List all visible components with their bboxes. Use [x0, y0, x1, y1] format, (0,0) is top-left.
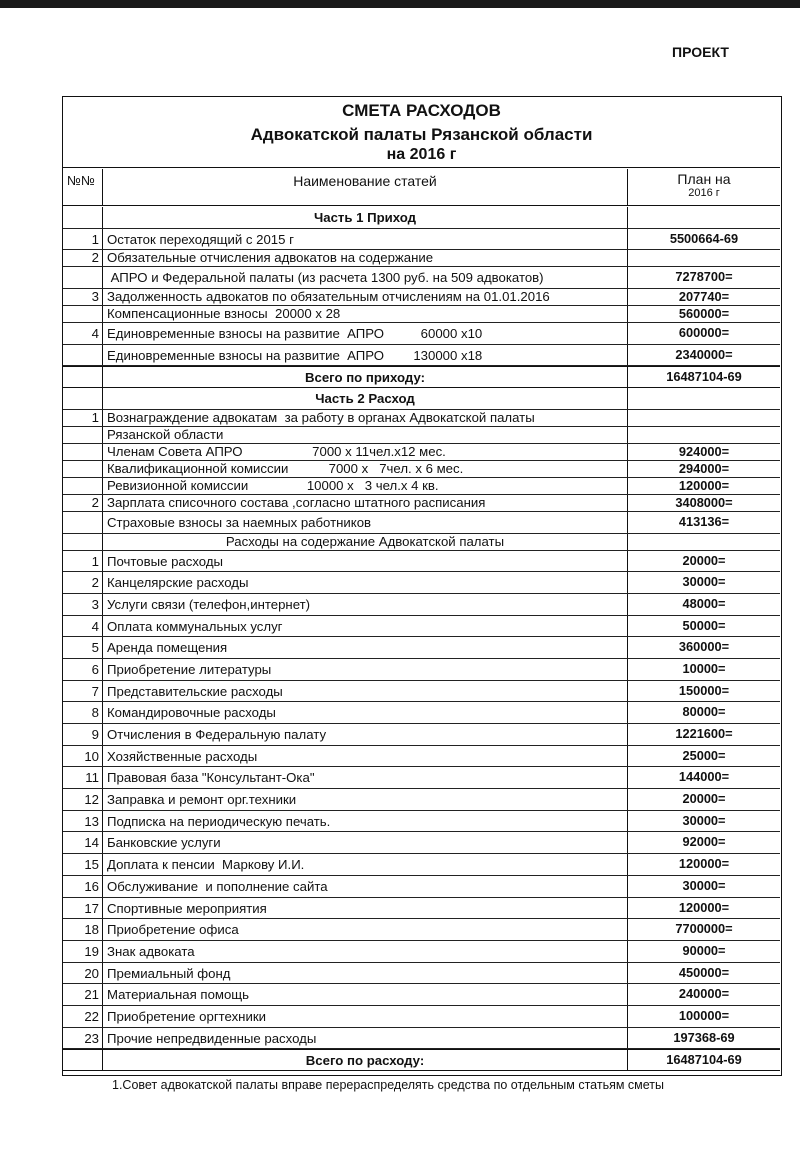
header-number: №№	[63, 169, 103, 205]
row-item-name: Отчисления в Федеральную палату	[103, 724, 628, 745]
row-plan-value: 413136=	[678, 513, 730, 529]
row-plan-value: 7700000=	[675, 921, 733, 937]
row-number	[63, 427, 103, 443]
table-row	[63, 746, 780, 768]
table-row	[63, 229, 780, 251]
table-row	[63, 444, 780, 461]
row-plan-value: 150000=	[678, 682, 730, 698]
row-number: 5	[63, 637, 103, 658]
table-row	[63, 512, 780, 534]
row-number: 20	[63, 963, 103, 984]
table-row	[63, 832, 780, 854]
row-item-name: Заправка и ремонт орг.техники	[103, 789, 628, 810]
row-plan-value: 924000=	[678, 443, 730, 459]
row-item-name: Услуги связи (телефон,интернет)	[103, 594, 628, 615]
table-row	[63, 495, 780, 512]
row-number: 22	[63, 1006, 103, 1027]
row-item-name: Правовая база "Консультант-Ока"	[103, 767, 628, 788]
budget-table	[62, 96, 782, 1076]
total-value: 16487104-69	[666, 1052, 742, 1068]
row-plan-value: 240000=	[678, 986, 730, 1002]
table-row	[63, 919, 780, 941]
row-number: 23	[63, 1028, 103, 1049]
header-plan-line1: План на	[677, 171, 731, 187]
row-number	[63, 306, 103, 322]
row-plan-value: 90000=	[682, 942, 726, 958]
row-item-name: Подписка на периодическую печать.	[103, 811, 628, 832]
row-item-name: Компенсационные взносы 20000 х 28	[103, 306, 628, 322]
row-number: 13	[63, 811, 103, 832]
table-row	[63, 767, 780, 789]
table-row	[63, 250, 780, 267]
section-title: Часть 2 Расход	[103, 388, 628, 409]
table-row	[63, 941, 780, 963]
row-plan-value	[628, 410, 780, 426]
table-row	[63, 659, 780, 681]
row-number: 1	[63, 551, 103, 572]
row-item-name: Спортивные мероприятия	[103, 898, 628, 919]
total-value: 16487104-69	[666, 369, 742, 385]
row-item-name: Банковские услуги	[103, 832, 628, 853]
subsection-row	[63, 534, 780, 551]
row-plan-value: 3408000=	[675, 494, 733, 510]
table-row	[63, 478, 780, 495]
row-number	[63, 267, 103, 288]
row-number: 2	[63, 250, 103, 266]
document-title: СМЕТА РАСХОДОВ	[342, 101, 501, 120]
row-item-name: Аренда помещения	[103, 637, 628, 658]
scan-top-border	[0, 0, 800, 8]
row-item-name: Приобретение оргтехники	[103, 1006, 628, 1027]
header-name: Наименование статей	[103, 169, 628, 205]
row-item-name: Единовременные взносы на развитие АПРО 130000 х18	[103, 345, 628, 366]
row-number: 10	[63, 746, 103, 767]
row-plan-value: 25000=	[682, 747, 726, 763]
row-item-name: АПРО и Федеральной палаты (из расчета 1300 руб. на 509 адвокатов)	[103, 267, 628, 288]
row-item-name: Ревизионной комиссии 10000 х 3 чел.х 4 кв.	[103, 478, 628, 494]
row-plan-value: 30000=	[682, 574, 726, 590]
row-number: 17	[63, 898, 103, 919]
title-block	[63, 97, 780, 168]
row-item-name: Приобретение офиса	[103, 919, 628, 940]
row-item-name: Оплата коммунальных услуг	[103, 616, 628, 637]
expense-total-row	[63, 1049, 780, 1071]
row-number	[63, 478, 103, 494]
row-plan-value: 120000=	[678, 899, 730, 915]
row-plan-value: 92000=	[682, 834, 726, 850]
section-row-income	[63, 207, 780, 229]
row-number	[63, 461, 103, 477]
row-item-name: Остаток переходящий с 2015 г	[103, 229, 628, 250]
table-row	[63, 306, 780, 323]
row-number: 1	[63, 410, 103, 426]
table-row	[63, 572, 780, 594]
row-number: 14	[63, 832, 103, 853]
row-plan-value: 294000=	[678, 460, 730, 476]
table-row	[63, 1006, 780, 1028]
row-item-name: Прочие непредвиденные расходы	[103, 1028, 628, 1049]
row-plan-value: 2340000=	[675, 346, 733, 362]
row-plan-value: 20000=	[682, 791, 726, 807]
table-row	[63, 898, 780, 920]
row-item-name: Обязательные отчисления адвокатов на содержание	[103, 250, 628, 266]
row-number: 11	[63, 767, 103, 788]
section-title: Часть 1 Приход	[103, 207, 628, 228]
row-number	[63, 345, 103, 366]
row-plan-value: 30000=	[682, 812, 726, 828]
row-plan-value: 100000=	[678, 1007, 730, 1023]
table-row	[63, 267, 780, 289]
row-number: 1	[63, 229, 103, 250]
table-row	[63, 789, 780, 811]
row-number: 6	[63, 659, 103, 680]
row-item-name: Почтовые расходы	[103, 551, 628, 572]
row-item-name: Представительские расходы	[103, 681, 628, 702]
row-item-name: Членам Совета АПРО 7000 х 11чел.х12 мес.	[103, 444, 628, 460]
row-number: 4	[63, 323, 103, 344]
header-plan	[628, 169, 780, 205]
table-row	[63, 681, 780, 703]
row-plan-value	[628, 427, 780, 443]
table-row	[63, 724, 780, 746]
table-row	[63, 876, 780, 898]
row-number: 12	[63, 789, 103, 810]
row-number: 16	[63, 876, 103, 897]
table-row	[63, 616, 780, 638]
table-row	[63, 637, 780, 659]
row-number	[63, 444, 103, 460]
row-item-name: Задолженность адвокатов по обязательным отчислениям на 01.01.2016	[103, 289, 628, 305]
row-plan-value: 450000=	[678, 964, 730, 980]
table-row	[63, 811, 780, 833]
row-item-name: Приобретение литературы	[103, 659, 628, 680]
row-number: 3	[63, 289, 103, 305]
row-item-name: Канцелярские расходы	[103, 572, 628, 593]
row-number: 2	[63, 572, 103, 593]
table-row	[63, 1028, 780, 1050]
row-item-name: Доплата к пенсии Маркову И.И.	[103, 854, 628, 875]
row-number: 18	[63, 919, 103, 940]
table-row	[63, 461, 780, 478]
table-row	[63, 345, 780, 367]
total-label: Всего по расходу:	[103, 1050, 628, 1070]
row-number: 2	[63, 495, 103, 511]
subsection-title: Расходы на содержание Адвокатской палаты	[103, 534, 628, 550]
row-item-name: Квалификационной комиссии 7000 х 7чел. х 6 мес.	[103, 461, 628, 477]
row-plan-value: 120000=	[678, 856, 730, 872]
total-label: Всего по приходу:	[103, 367, 628, 387]
row-number: 15	[63, 854, 103, 875]
footnote: 1.Совет адвокатской палаты вправе перераспределять средства по отдельным статьям сметы	[112, 1078, 665, 1092]
row-plan-value: 48000=	[682, 595, 726, 611]
row-number	[63, 512, 103, 533]
table-row	[63, 963, 780, 985]
row-number: 7	[63, 681, 103, 702]
row-item-name: Премиальный фонд	[103, 963, 628, 984]
table-row	[63, 323, 780, 345]
row-plan-value: 10000=	[682, 660, 726, 676]
row-plan-value: 20000=	[682, 552, 726, 568]
row-item-name: Страховые взносы за наемных работников	[103, 512, 628, 533]
row-number: 9	[63, 724, 103, 745]
table-row	[63, 289, 780, 306]
row-plan-value: 1221600=	[675, 726, 733, 741]
row-item-name: Зарплата списочного состава ,согласно штатного расписания	[103, 495, 628, 511]
row-plan-value: 7278700=	[675, 269, 733, 285]
row-number: 19	[63, 941, 103, 962]
table-row	[63, 427, 780, 444]
row-plan-value	[628, 250, 780, 266]
table-body	[63, 207, 780, 1071]
header-plan-line2: 2016 г	[688, 187, 720, 199]
section-row-expense	[63, 388, 780, 410]
row-number: 8	[63, 702, 103, 723]
row-plan-value: 197368-69	[673, 1029, 735, 1045]
row-plan-value: 360000=	[678, 639, 730, 655]
row-plan-value: 5500664-69	[669, 230, 739, 246]
row-plan-value: 207740=	[678, 289, 730, 305]
document-year: на 2016 г	[386, 146, 457, 163]
row-item-name: Обслуживание и пополнение сайта	[103, 876, 628, 897]
row-plan-value: 120000=	[678, 477, 730, 493]
row-number: 3	[63, 594, 103, 615]
table-header	[63, 169, 780, 206]
table-row	[63, 702, 780, 724]
row-item-name: Хозяйственные расходы	[103, 746, 628, 767]
row-number: 21	[63, 984, 103, 1005]
row-number: 4	[63, 616, 103, 637]
row-item-name: Знак адвоката	[103, 941, 628, 962]
row-item-name: Вознаграждение адвокатам за работу в органах Адвокатской палаты	[103, 410, 628, 426]
table-row	[63, 594, 780, 616]
draft-label: ПРОЕКТ	[672, 44, 729, 60]
row-plan-value: 600000=	[678, 325, 730, 341]
document-subtitle: Адвокатской палаты Рязанской области	[250, 125, 593, 144]
row-plan-value: 144000=	[678, 769, 730, 785]
row-plan-value: 30000=	[682, 877, 726, 893]
table-row	[63, 410, 780, 427]
income-total-row	[63, 366, 780, 388]
table-row	[63, 854, 780, 876]
row-plan-value: 80000=	[682, 704, 726, 720]
row-item-name: Командировочные расходы	[103, 702, 628, 723]
row-plan-value: 50000=	[682, 617, 726, 633]
row-plan-value: 560000=	[678, 306, 730, 322]
table-row	[63, 984, 780, 1006]
table-row	[63, 551, 780, 573]
row-item-name: Единовременные взносы на развитие АПРО 60000 х10	[103, 323, 628, 344]
row-item-name: Рязанской области	[103, 427, 628, 443]
row-item-name: Материальная помощь	[103, 984, 628, 1005]
